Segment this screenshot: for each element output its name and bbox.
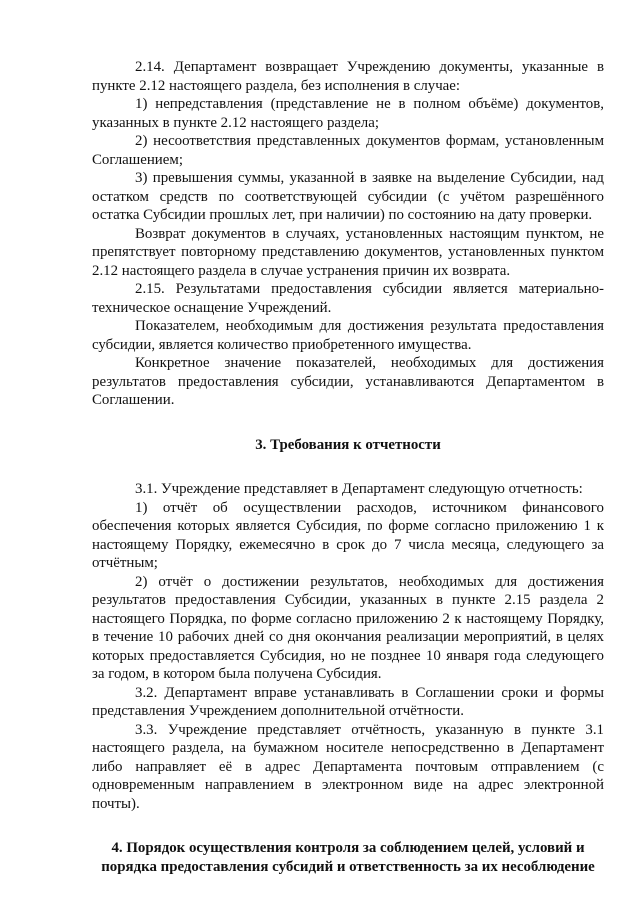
paragraph-indicator-values: Конкретное значение показателей, необходимых для достижения результатов предоставления субсидии, устанавливаются Департаментом в Соглашении. xyxy=(92,355,604,408)
paragraph-return-documents: Возврат документов в случаях, установленных настоящим пунктом, не препятствует повторному представлению документов, установленных пунктом 2.12 настоящего раздела в случае устранения причин их возврата. xyxy=(92,225,604,279)
page-content xyxy=(92,58,604,876)
spacer xyxy=(92,410,604,436)
section-4-heading-line-1: 4. Порядок осуществления контроля за соблюдением целей, условий и xyxy=(111,840,585,856)
paragraph-3-2: 3.2. Департамент вправе устанавливать в Соглашении сроки и формы представления Учреждением дополнительной отчётности. xyxy=(92,684,604,719)
section-4-heading xyxy=(92,839,604,876)
section-3-heading: 3. Требования к отчетности xyxy=(255,436,441,453)
section-4-heading-line-2: порядка предоставления субсидий и ответственность за их несоблюдение xyxy=(101,858,595,875)
paragraph-2-14: 2.14. Департамент возвращает Учреждению документы, указанные в пункте 2.12 настоящего раздела, без исполнения в случае: xyxy=(92,59,604,94)
paragraph-2-15: 2.15. Результатами предоставления субсидии является материально-техническое оснащение Учреждений. xyxy=(92,281,604,316)
paragraph-2-14-item-3: 3) превышения суммы, указанной в заявке на выделение Субсидии, над остатком средств по соответствующей субсидии (с учётом разрешённого остатка Субсидии прошлых лет, при наличии) по состоянию на дату проверки. xyxy=(92,170,604,223)
spacer xyxy=(92,813,604,839)
paragraph-3-1-item-2: 2) отчёт о достижении результатов, необходимых для достижения результатов предоставления Субсидии, указанных в пункте 2.15 раздела 2 настоящего Порядка, по форме согласно приложению 2 к настоящему Порядку, в течение 10 рабочих дней со дня окончания реализации мероприятий, в целях которых предоставляется Субсидия, но не позднее 10 января года следующего за годом, в котором была получена Субсидия. xyxy=(92,573,604,682)
paragraph-3-3: 3.3. Учреждение представляет отчётность, указанную в пункте 3.1 настоящего раздела, на бумажном носителе непосредственно в Департамент либо направляет её в адрес Департамента почтовым отправлением (с одновременным направлением в электронном виде на адрес электронной почты). xyxy=(92,721,604,812)
paragraph-indicator: Показателем, необходимым для достижения результата предоставления субсидии, является количество приобретенного имущества. xyxy=(92,318,604,353)
paragraph-2-14-item-2: 2) несоответствия представленных документов формам, установленным Соглашением; xyxy=(92,133,604,168)
paragraph-3-1: 3.1. Учреждение представляет в Департамент следующую отчетность: xyxy=(135,481,583,497)
spacer xyxy=(92,454,604,480)
paragraph-2-14-item-1: 1) непредставления (представление не в полном объёме) документов, указанных в пункте 2.12 настоящего раздела; xyxy=(92,96,604,131)
paragraph-3-1-item-1: 1) отчёт об осуществлении расходов, источником финансового обеспечения которых является Субсидия, по форме согласно приложению 1 к настоящему Порядку, ежемесячно в срок до 7 числа месяца, следующего за отчётным; xyxy=(92,499,604,571)
